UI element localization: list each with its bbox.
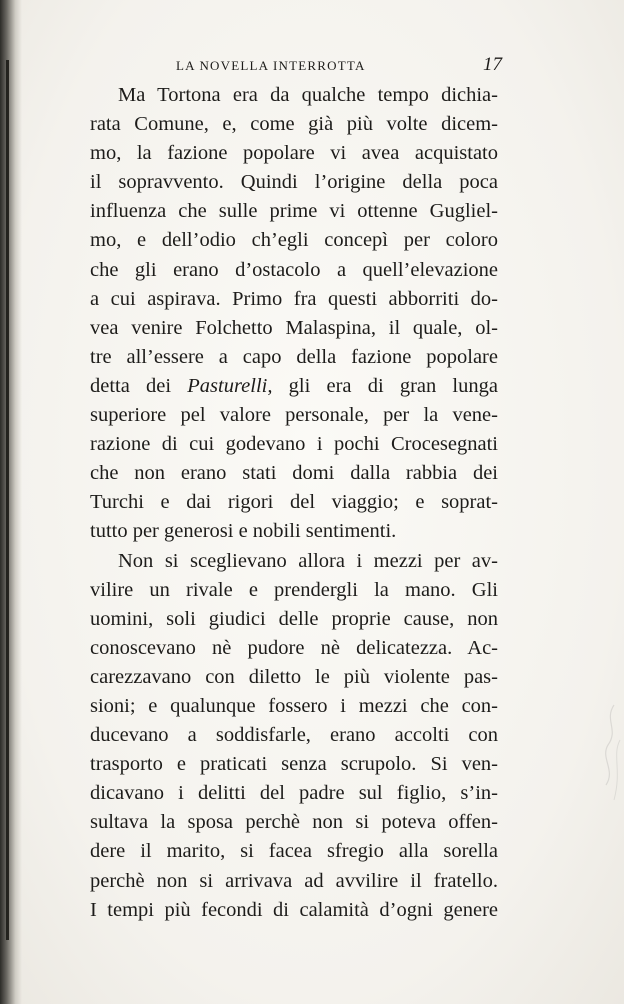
text-line: che non erano stati domi dalla rabbia dei [90, 462, 498, 485]
text-line: razione di cui godevano i pochi Crocesegnati [90, 433, 498, 456]
text-line: tutto per generosi e nobili sentimenti. [90, 520, 397, 543]
text-line: Non si sceglievano allora i mezzi per av- [118, 549, 498, 572]
text-line: I tempi più fecondi di calamità d’ogni genere [90, 898, 498, 921]
text-line: mo, e dell’odio ch’egli concepì per coloro [90, 229, 498, 252]
text-line: carezzavano con diletto le più violente pas- [90, 665, 498, 688]
text-line: conoscevano nè pudore nè delicatezza. Ac- [90, 636, 498, 659]
body-text [90, 81, 498, 925]
text-line: a cui aspirava. Primo fra questi abborriti do- [90, 287, 498, 310]
text-line: ducevano a soddisfarle, erano accolti con [90, 724, 498, 747]
spine-shadow [0, 0, 22, 1004]
text-line: dere il marito, si facea sfregio alla sorella [90, 840, 498, 863]
running-head: LA NOVELLA INTERROTTA [176, 58, 366, 73]
text-line: vea venire Folchetto Malaspina, il quale, ol- [90, 316, 498, 339]
faint-margin-marks [594, 700, 624, 820]
page-header [90, 56, 510, 78]
text-line: dicavano i delitti del padre sul figlio, s’in- [90, 782, 498, 805]
text-line: Ma Tortona era da qualche tempo dichia- [118, 84, 498, 106]
text-line: uomini, soli giudici delle proprie cause, non [90, 607, 498, 630]
text-line: il sopravvento. Quindi l’origine della poca [90, 171, 498, 194]
text-line: sioni; e qualunque fossero i mezzi che con- [90, 694, 498, 717]
text-line: Turchi e dai rigori del viaggio; e soprat- [90, 491, 498, 514]
text-line: trasporto e praticati senza scrupolo. Si ven- [90, 753, 498, 776]
text-segment: gli era di gran lunga [272, 374, 498, 397]
text-line: vilire un rivale e prendergli la mano. Gli [90, 578, 498, 601]
text-line: rata Comune, e, come già più volte dicem- [90, 113, 498, 136]
text-line: influenza che sulle prime vi ottenne Gugliel- [90, 200, 498, 223]
text-line: che gli erano d’ostacolo a quell’elevazione [90, 258, 498, 281]
text-segment: detta dei [90, 374, 188, 397]
text-line-with-italic [90, 372, 498, 401]
spine-edge [6, 60, 9, 940]
text-line: perchè non si arrivava ad avvilire il fratello. [90, 869, 498, 892]
page-number: 17 [483, 54, 502, 75]
italic-term: Pasturelli, [187, 374, 273, 397]
text-line: tre all’essere a capo della fazione popolare [90, 345, 498, 368]
text-line: mo, la fazione popolare vi avea acquistato [90, 142, 498, 165]
text-line: superiore pel valore personale, per la vene- [90, 404, 498, 427]
text-line: sultava la sposa perchè non si poteva offen- [90, 811, 498, 834]
